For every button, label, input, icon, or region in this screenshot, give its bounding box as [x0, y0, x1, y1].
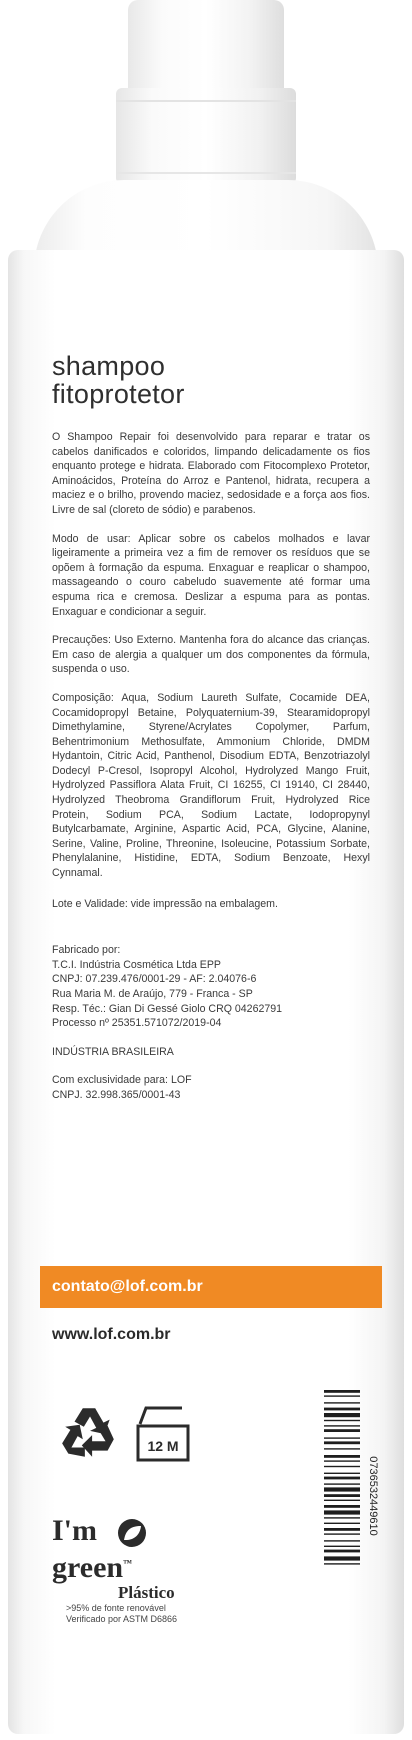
- manufacturer-line: Rua Maria M. de Araújo, 779 - Franca - SP: [52, 988, 253, 1000]
- barcode-bar: [324, 1413, 360, 1417]
- barcode-bar: [324, 1429, 360, 1432]
- composition-text: Composição: Aqua, Sodium Laureth Sulfate, Cocamide DEA, Cocamidopropyl Betaine, Polyquaternium-39, Stearamidopropyl Dimethylamine, Styrene/Acrylates Copolymer, Parfum, Behentrimonium Methosulfate, Ammonium Chloride, DMDM Hydantoin, Citric Acid, Panthenol, Disodium EDTA, Benzotriazolyl Dodecyl P-Cresol, Isopropyl Alcohol, Hydrolyzed Mango Fruit, Hydrolyzed Passiflora Alata Fruit, CI 16255, CI 19140, CI 28440, Hydrolyzed Theobroma Grandiflorum Fruit, Hydrolyzed Rice Protein, Sodium PCA, Sodium Lactate, Iodopropynyl Butylcarbamate, Arginine, Aspartic Acid, PCA, Glycine, Alanine, Serine, Valine, Proline, Threonine, Isoleucine, Potassium Sorbate, Phenylalanine, Histidine, EDTA, Sodium Benzoate, Hexyl Cynnamal.: [52, 691, 370, 880]
- pao-label: 12 M: [147, 1438, 179, 1454]
- barcode-bar: [324, 1510, 360, 1514]
- barcode-bar: [324, 1448, 360, 1449]
- barcode-bar: [324, 1473, 360, 1474]
- product-label: [52, 352, 370, 1103]
- website-text: www.lof.com.br: [52, 1326, 171, 1343]
- pao-jar-icon: [132, 1404, 194, 1464]
- barcode-bar: [324, 1494, 360, 1497]
- barcode-bar: [324, 1528, 360, 1531]
- precautions-text: Precauções: Uso Externo. Mantenha fora do alcance das crianças. Em caso de alergia a qualquer um dos componentes da fórmula, suspenda o uso.: [52, 634, 370, 676]
- barcode-bar: [324, 1523, 360, 1524]
- barcode-bar: [324, 1563, 360, 1564]
- im-green-logo: [52, 1516, 232, 1625]
- barcode-bar: [324, 1556, 360, 1560]
- barcode-bar: [324, 1437, 360, 1438]
- exclusive-line: CNPJ. 32.998.365/0001-43: [52, 1088, 181, 1101]
- plastico-text: Plástico: [118, 1583, 175, 1603]
- exclusive-line: Com exclusividade para: LOF: [52, 1074, 192, 1087]
- barcode-bar: [324, 1441, 360, 1444]
- barcode-bar: [324, 1390, 360, 1393]
- product-title: [52, 352, 370, 408]
- manufacturer-line: Fabricado por:: [52, 944, 121, 957]
- im-green-line-2: green™: [52, 1551, 133, 1585]
- title-line-1: shampoo: [52, 351, 166, 381]
- barcode-bar: [324, 1517, 360, 1518]
- barcode-bar: [324, 1477, 360, 1480]
- barcode-bar: [324, 1540, 360, 1541]
- description-text: O Shampoo Repair foi desenvolvido para reparar e tratar os cabelos danificados e coloridos, limpando delicadamente os fios enquanto protege e hidrata. Elaborado com Fitocomplexo Protetor, Aminoácidos, Proteína do Arroz e Pantenol, hidrata, recupera a maciez e o brilho, provendo maciez, sedosidade e a força aos fios. Livre de sal (cloreto de sódio) e parabenos.: [52, 431, 370, 516]
- email-banner: [40, 1266, 382, 1308]
- bottle-cap-ring: [116, 88, 296, 184]
- bottle-cap: [128, 0, 284, 92]
- barcode-bar: [324, 1425, 360, 1426]
- barcode-bar: [324, 1550, 360, 1553]
- exclusive-block: [52, 1073, 370, 1102]
- title-line-2: fitoprotetor: [52, 379, 185, 409]
- barcode-bar: [324, 1546, 360, 1547]
- manufacturer-line: Processo nº 25351.571072/2019-04: [52, 1017, 222, 1030]
- recycle-icon: [58, 1402, 120, 1464]
- barcode-bar: [324, 1466, 360, 1467]
- lot-text: Lote e Validade: vide impressão na embalagem.: [52, 897, 278, 910]
- manufacturer-line: T.C.I. Indústria Cosmética Ltda EPP: [52, 958, 221, 971]
- barcode-bar: [324, 1487, 360, 1491]
- im-green-line-1: I'm: [52, 1516, 232, 1548]
- manufacturer-block: [52, 943, 370, 1031]
- usage-text: Modo de usar: Aplicar sobre os cabelos molhados e lavar ligeiramente a primeira vez a fim de remover os resíduos que se opõem à formação da espuma. Enxaguar e reaplicar o shampoo, massageando o couro cabeludo suavemente até formar uma espuma rica e cremosa. Deslizar a espuma para as pontas. Enxaguar e condicionar a seguir.: [52, 532, 370, 618]
- barcode-bar: [324, 1402, 360, 1403]
- barcode-number: 0736532449610: [367, 1456, 379, 1536]
- barcode-bar: [324, 1420, 360, 1421]
- manufacturer-line: CNPJ: 07.239.476/0001-29 - AF: 2.04076-6: [52, 973, 257, 986]
- green-note-1: >95% de fonte renovável: [66, 1603, 166, 1614]
- green-note-2: Verificado por ASTM D6866: [66, 1614, 178, 1625]
- barcode-bar: [324, 1408, 360, 1411]
- barcode-bar: [324, 1395, 360, 1396]
- barcode-bar: [324, 1460, 360, 1461]
- barcode-bar: [324, 1455, 360, 1458]
- leaf-icon: [115, 1518, 149, 1548]
- origin-text: INDÚSTRIA BRASILEIRA: [52, 1045, 174, 1058]
- barcode-bar: [324, 1500, 360, 1501]
- barcode-bar: [324, 1505, 360, 1508]
- barcode-icon: [324, 1386, 379, 1608]
- barcode-bar: [324, 1533, 360, 1534]
- email-text: contato@lof.com.br: [52, 1278, 203, 1295]
- barcode-bar: [324, 1483, 360, 1484]
- manufacturer-line: Resp. Téc.: Gian Di Gessé Giolo CRQ 04262791: [52, 1002, 283, 1015]
